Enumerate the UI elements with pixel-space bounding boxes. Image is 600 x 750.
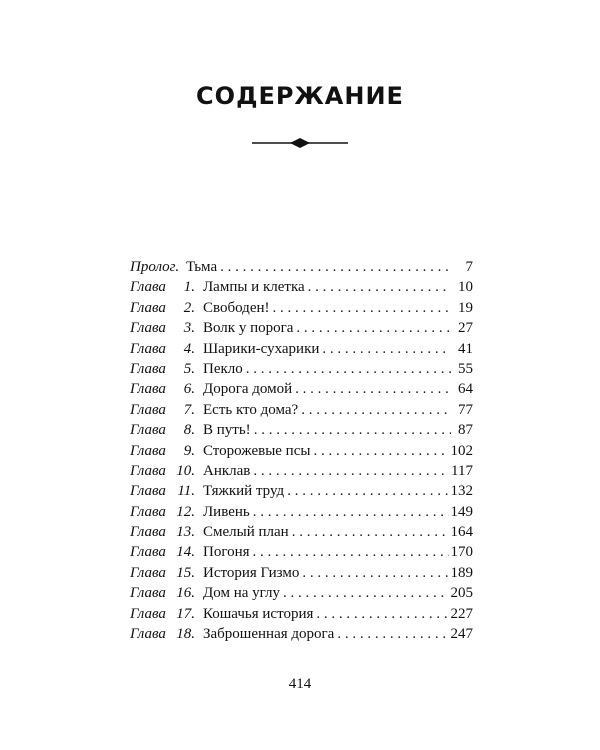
chapter-title: Пекло [203, 360, 243, 377]
toc-prologue-row[interactable] [130, 257, 473, 277]
toc-chapter-row[interactable] [130, 379, 473, 399]
dot-leader [295, 379, 451, 399]
dot-leader [302, 563, 448, 583]
table-of-contents [130, 257, 473, 644]
chapter-title: Погоня [203, 544, 250, 561]
chapter-label: Глава [130, 524, 166, 541]
chapter-title: История Гизмо [203, 564, 300, 581]
chapter-number: 4. [183, 340, 195, 357]
dot-leader [246, 359, 451, 379]
chapter-title: Волк у порога [203, 320, 294, 337]
chapter-page: 19 [458, 299, 473, 316]
chapter-number: 14. [176, 544, 195, 561]
chapter-page: 64 [458, 381, 473, 398]
chapter-page: 205 [450, 585, 473, 602]
chapter-title: Анклав [203, 462, 251, 479]
chapter-page: 227 [450, 605, 473, 622]
chapter-title: Сторожевые псы [203, 442, 311, 459]
chapter-label: Глава [130, 320, 166, 337]
chapter-number: 10. [176, 462, 195, 479]
chapter-page: 189 [450, 564, 473, 581]
chapter-label: Глава [130, 503, 166, 520]
dot-leader [253, 542, 449, 562]
chapter-title: Смелый план [203, 524, 289, 541]
chapter-number: 12. [176, 503, 195, 520]
chapter-page: 247 [450, 626, 473, 643]
chapter-page: 102 [450, 442, 473, 459]
toc-chapter-row[interactable] [130, 563, 473, 583]
dot-leader [322, 339, 451, 359]
dot-leader [287, 481, 448, 501]
chapter-number: 9. [183, 442, 195, 459]
chapter-page: 170 [450, 544, 473, 561]
chapter-number: 8. [183, 422, 195, 439]
toc-chapter-row[interactable] [130, 522, 473, 542]
chapter-title: Есть кто дома? [203, 401, 299, 418]
chapter-title: Дорога домой [203, 381, 293, 398]
chapter-number: 11. [177, 483, 195, 500]
chapter-title: Ливень [203, 503, 250, 520]
prologue-title: Тьма [186, 259, 218, 275]
dot-leader [316, 604, 448, 624]
chapter-label: Глава [130, 626, 166, 643]
chapter-title: Дом на углу [203, 585, 280, 602]
chapter-label: Глава [130, 483, 166, 500]
dot-leader [220, 257, 451, 277]
chapter-label: Глава [130, 422, 166, 439]
dot-leader [253, 461, 449, 481]
chapter-label: Глава [130, 564, 166, 581]
dot-leader [292, 522, 449, 542]
dot-leader [308, 277, 451, 297]
chapter-number: 7. [183, 401, 195, 418]
chapter-label: Глава [130, 279, 166, 296]
chapter-label: Глава [130, 442, 166, 459]
chapter-number: 3. [183, 320, 195, 337]
page-number: 414 [288, 676, 312, 692]
chapter-number: 5. [183, 360, 195, 377]
dot-leader [273, 298, 452, 318]
chapter-label: Глава [130, 340, 166, 357]
chapter-number: 18. [176, 626, 195, 643]
chapter-title: Свободен! [203, 299, 270, 316]
toc-chapter-row[interactable] [130, 420, 473, 440]
chapter-page: 77 [458, 401, 473, 418]
chapter-title: В путь! [203, 422, 251, 439]
dot-leader [253, 502, 449, 522]
chapter-number: 16. [176, 585, 195, 602]
chapter-title: Лампы и клетка [203, 279, 305, 296]
chapter-number: 1. [183, 279, 195, 296]
chapter-label: Глава [130, 462, 166, 479]
toc-chapter-row[interactable] [130, 318, 473, 338]
chapter-label: Глава [130, 360, 166, 377]
toc-chapter-row[interactable] [130, 604, 473, 624]
chapter-page: 87 [458, 422, 473, 439]
toc-chapter-row[interactable] [130, 441, 473, 461]
chapter-title: Кошачья история [203, 605, 314, 622]
dot-leader [301, 400, 451, 420]
chapter-label: Глава [130, 299, 166, 316]
chapter-title: Шарики-сухарики [203, 340, 320, 357]
chapter-page: 27 [458, 320, 473, 337]
chapter-title: Тяжкий труд [203, 483, 285, 500]
toc-chapter-row[interactable] [130, 502, 473, 522]
chapter-page: 164 [450, 524, 473, 541]
toc-chapter-row[interactable] [130, 624, 473, 644]
dot-leader [313, 441, 448, 461]
prologue-label: Пролог. [130, 259, 180, 275]
chapter-page: 132 [450, 483, 473, 500]
chapter-label: Глава [130, 544, 166, 561]
page-title: СОДЕРЖАНИЕ [196, 82, 404, 110]
toc-chapter-row[interactable] [130, 339, 473, 359]
toc-chapter-row[interactable] [130, 359, 473, 379]
dot-leader [283, 583, 449, 603]
chapter-number: 15. [176, 564, 195, 581]
toc-chapter-row[interactable] [130, 461, 473, 481]
chapter-number: 2. [183, 299, 195, 316]
toc-chapter-row[interactable] [130, 542, 473, 562]
dot-leader [296, 318, 451, 338]
dot-leader [337, 624, 448, 644]
toc-chapter-row[interactable] [130, 400, 473, 420]
chapter-label: Глава [130, 381, 166, 398]
chapter-label: Глава [130, 585, 166, 602]
chapter-label: Глава [130, 605, 166, 622]
chapter-number: 13. [176, 524, 195, 541]
chapter-list [130, 277, 473, 644]
chapter-page: 41 [458, 340, 473, 357]
toc-chapter-row[interactable] [130, 583, 473, 603]
chapter-number: 17. [176, 605, 195, 622]
chapter-number: 6. [183, 381, 195, 398]
chapter-page: 149 [450, 503, 473, 520]
prologue-page: 7 [465, 259, 473, 275]
dot-leader [254, 420, 451, 440]
chapter-page: 117 [451, 462, 473, 479]
toc-chapter-row[interactable] [130, 481, 473, 501]
diamond-rule-icon [252, 136, 348, 150]
chapter-title: Заброшенная дорога [203, 626, 335, 643]
chapter-label: Глава [130, 401, 166, 418]
toc-chapter-row[interactable] [130, 298, 473, 318]
chapter-page: 55 [458, 360, 473, 377]
chapter-page: 10 [458, 279, 473, 296]
toc-chapter-row[interactable] [130, 277, 473, 297]
